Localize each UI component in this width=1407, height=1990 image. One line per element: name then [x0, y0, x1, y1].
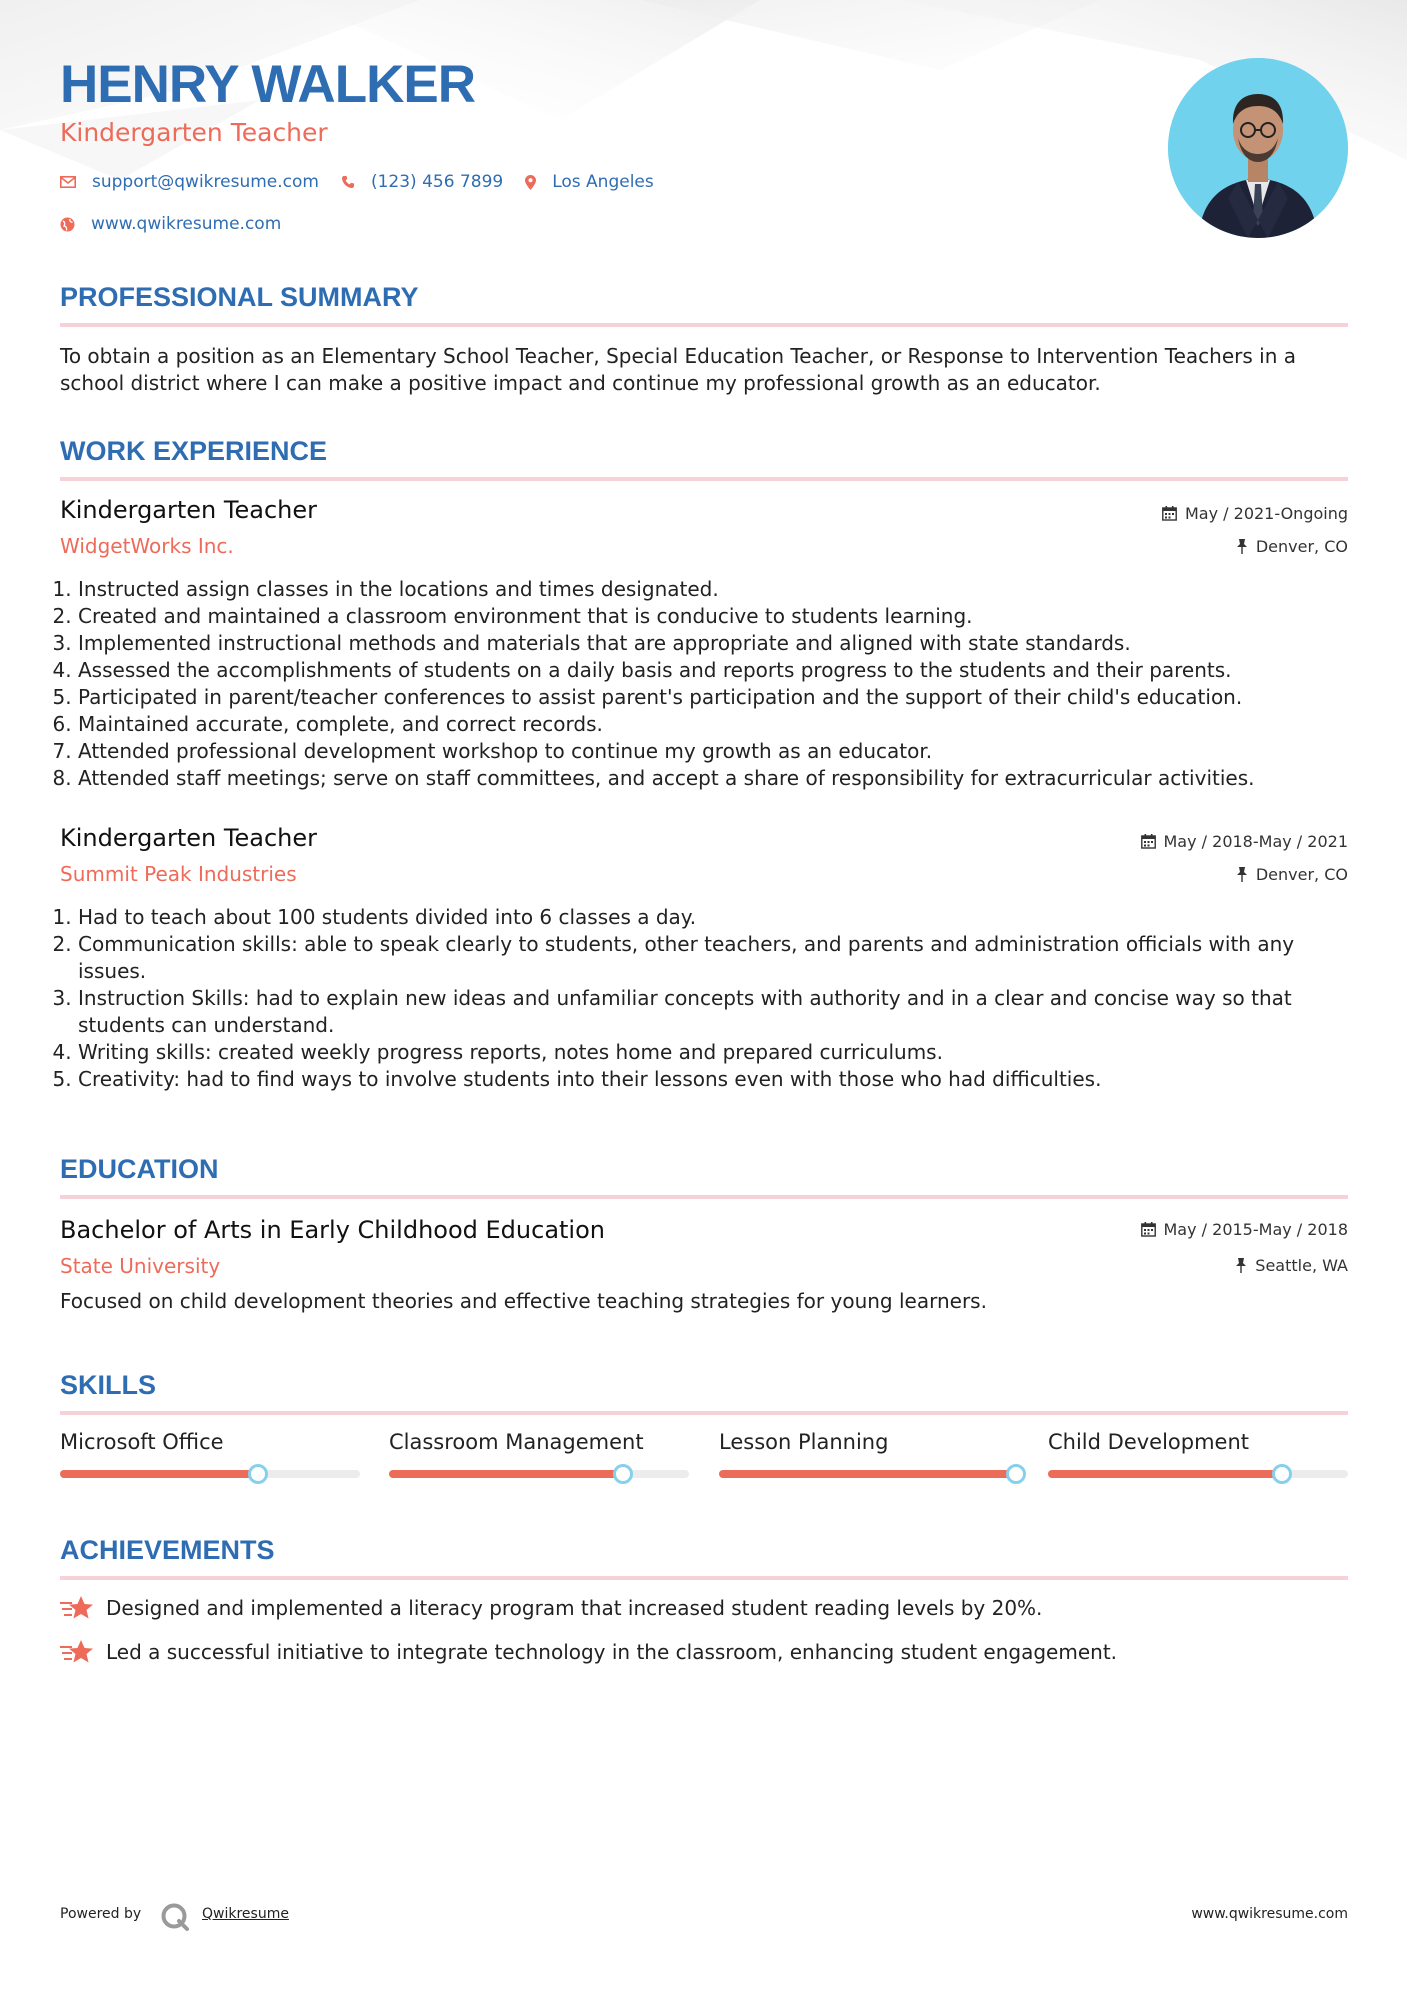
website-text[interactable]: www.qwikresume.com — [91, 214, 282, 234]
list-item: 7. Attended professional development workshop to continue my growth as an educator. — [78, 738, 1366, 765]
achievements-section — [60, 1537, 1348, 1677]
list-item: 3. Implemented instructional methods and materials that are appropriate and aligned with state standards. — [78, 630, 1366, 657]
footer-website[interactable]: www.qwikresume.com — [1191, 1906, 1348, 1922]
job-title: Kindergarten Teacher — [60, 824, 317, 852]
achievement-text: Designed and implemented a literacy program that increased student reading levels by 20%. — [106, 1596, 1043, 1620]
summary-divider — [60, 323, 1348, 327]
skill-track — [389, 1470, 689, 1478]
contact-phone[interactable] — [341, 172, 503, 192]
education-section — [60, 1156, 1348, 1336]
contact-email[interactable] — [60, 172, 319, 192]
summary-text: To obtain a position as an Elementary School Teacher, Special Education Teacher, or Response to Intervention Teachers in a school district where I can make a positive impact and continue my professional growth as an educator. — [60, 344, 1296, 395]
list-item: 1. Instructed assign classes in the locations and times designated. — [78, 576, 1366, 603]
phone-text[interactable]: (123) 456 7899 — [370, 172, 504, 192]
skill-label: Classroom Management — [389, 1430, 644, 1454]
calendar-icon — [1162, 506, 1177, 521]
list-item: 1. Had to teach about 100 students divided into 6 classes a day. — [78, 904, 1366, 931]
degree-title: Bachelor of Arts in Early Childhood Education — [60, 1216, 605, 1244]
skill-label: Microsoft Office — [60, 1430, 224, 1454]
star-award-icon — [60, 1595, 94, 1621]
skill-label: Lesson Planning — [719, 1430, 889, 1454]
achievements-divider — [60, 1576, 1348, 1580]
achievements-heading: ACHIEVEMENTS — [60, 1535, 275, 1565]
candidate-name: HENRY WALKER — [60, 55, 475, 114]
experience-section — [60, 438, 1348, 1098]
calendar-icon — [1141, 1222, 1156, 1237]
list-item: 6. Maintained accurate, complete, and correct records. — [78, 711, 1366, 738]
skill-item — [719, 1430, 1019, 1478]
pushpin-icon — [1236, 867, 1248, 882]
summary-heading: PROFESSIONAL SUMMARY — [60, 282, 419, 312]
candidate-role: Kindergarten Teacher — [60, 118, 328, 147]
education-divider — [60, 1195, 1348, 1199]
list-item: 4. Assessed the accomplishments of students on a daily basis and reports progress to the students and their parents. — [78, 657, 1366, 684]
skill-knob — [248, 1464, 268, 1484]
contact-location — [525, 172, 654, 192]
job-company: Summit Peak Industries — [60, 862, 297, 886]
job-dates-text: May / 2021-Ongoing — [1185, 504, 1348, 523]
experience-divider — [60, 477, 1348, 481]
education-location-text: Seattle, WA — [1255, 1256, 1348, 1275]
skill-item — [60, 1430, 360, 1478]
education-description: Focused on child development theories and effective teaching strategies for young learners. — [60, 1289, 987, 1313]
email-text[interactable]: support@qwikresume.com — [92, 172, 319, 192]
skill-knob — [1272, 1464, 1292, 1484]
skill-track — [1048, 1470, 1348, 1478]
list-item: 8. Attended staff meetings; serve on staff committees, and accept a share of responsibility for extracurricular activities. — [78, 765, 1366, 792]
job-company: WidgetWorks Inc. — [60, 534, 234, 558]
skill-fill — [1048, 1470, 1282, 1478]
achievement-item — [60, 1639, 1117, 1665]
job-location — [1236, 537, 1348, 556]
job-bullets — [60, 576, 1366, 792]
qwikresume-logo-icon — [160, 1902, 190, 1932]
list-item: 2. Created and maintained a classroom environment that is conducive to students learning. — [78, 603, 1366, 630]
list-item: 2. Communication skills: able to speak clearly to students, other teachers, and parents and administration officials with any issues. — [78, 931, 1366, 985]
education-location — [1235, 1256, 1348, 1275]
globe-icon — [60, 217, 75, 232]
skills-divider — [60, 1411, 1348, 1415]
pushpin-icon — [1235, 1258, 1247, 1273]
skills-section — [60, 1372, 1348, 1492]
brand-link[interactable]: Qwikresume — [202, 1906, 289, 1922]
powered-by-text: Powered by — [60, 1906, 142, 1922]
job-location-text: Denver, CO — [1255, 865, 1348, 884]
skill-item — [389, 1430, 689, 1478]
contact-row — [60, 172, 676, 192]
school-name: State University — [60, 1254, 221, 1278]
skill-track — [60, 1470, 360, 1478]
skill-track — [719, 1470, 1019, 1478]
footer — [60, 1902, 1348, 1932]
job-title: Kindergarten Teacher — [60, 496, 317, 524]
envelope-icon — [60, 176, 76, 188]
location-text: Los Angeles — [552, 172, 654, 192]
skills-heading: SKILLS — [60, 1370, 157, 1400]
skill-item — [1048, 1430, 1348, 1478]
phone-icon — [341, 175, 355, 189]
star-award-icon — [60, 1639, 94, 1665]
skill-fill — [389, 1470, 623, 1478]
calendar-icon — [1141, 834, 1156, 849]
list-item: 5. Creativity: had to find ways to involve students into their lessons even with those who had difficulties. — [78, 1066, 1366, 1093]
contact-website[interactable] — [60, 214, 281, 234]
achievement-text: Led a successful initiative to integrate technology in the classroom, enhancing student engagement. — [106, 1640, 1118, 1664]
summary-section — [60, 284, 1348, 397]
education-dates-text: May / 2015-May / 2018 — [1163, 1220, 1348, 1239]
education-heading: EDUCATION — [60, 1154, 219, 1184]
skill-knob — [1006, 1464, 1026, 1484]
skill-fill — [719, 1470, 1016, 1478]
job-dates — [1162, 504, 1348, 523]
map-pin-icon — [525, 175, 536, 190]
experience-heading: WORK EXPERIENCE — [60, 436, 328, 466]
list-item: 3. Instruction Skills: had to explain new ideas and unfamiliar concepts with authority and in a clear and concise way so that students can understand. — [78, 985, 1366, 1039]
list-item: 5. Participated in parent/teacher conferences to assist parent's participation and the support of their child's education. — [78, 684, 1366, 711]
avatar-photo — [1168, 58, 1348, 238]
skill-label: Child Development — [1048, 1430, 1250, 1454]
pushpin-icon — [1236, 539, 1248, 554]
achievement-item — [60, 1595, 1042, 1621]
job-bullets — [60, 904, 1366, 1093]
job-location — [1236, 865, 1348, 884]
skill-fill — [60, 1470, 258, 1478]
contact-row-2 — [60, 214, 303, 234]
education-dates — [1141, 1220, 1349, 1239]
job-location-text: Denver, CO — [1255, 537, 1348, 556]
list-item: 4. Writing skills: created weekly progress reports, notes home and prepared curriculums. — [78, 1039, 1366, 1066]
skill-knob — [613, 1464, 633, 1484]
avatar — [1168, 58, 1348, 238]
job-dates-text: May / 2018-May / 2021 — [1163, 832, 1348, 851]
job-dates — [1141, 832, 1349, 851]
